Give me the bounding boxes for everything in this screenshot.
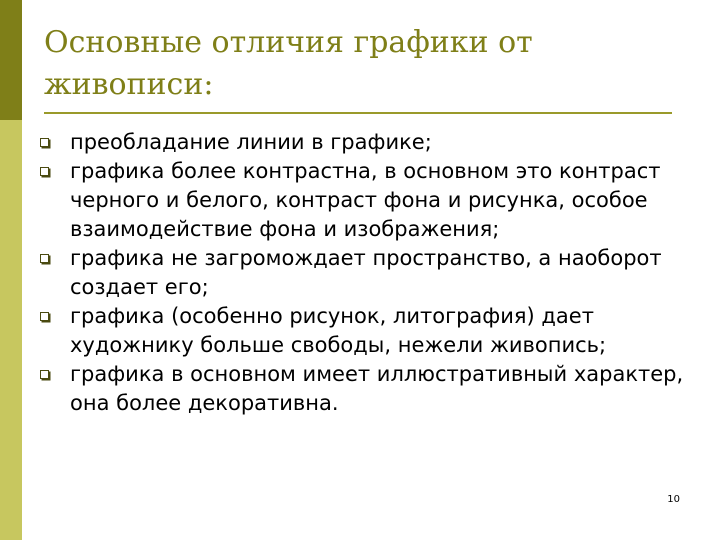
slide-title-line-2: живописи:: [44, 67, 214, 102]
bullet-item: [40, 360, 700, 418]
bullet-list: [40, 128, 700, 418]
side-accent-bar-bottom: [0, 120, 22, 540]
bullet-item: [40, 128, 700, 157]
title-underline: [44, 112, 672, 114]
square-bullet-icon: [40, 138, 49, 147]
slide-title: [44, 22, 684, 106]
bullet-item: [40, 302, 700, 360]
bullet-item: [40, 244, 700, 302]
bullet-text: графика (особенно рисунок, литография) дает художнику больше свободы, нежели живопись;: [70, 304, 607, 357]
square-bullet-icon: [40, 167, 49, 176]
slide-title-line-1: Основные отличия графики от: [44, 25, 533, 60]
bullet-text: преобладание линии в графике;: [70, 130, 432, 154]
bullet-text: графика в основном имеет иллюстративный характер, она более декоративна.: [70, 362, 684, 415]
square-bullet-icon: [40, 312, 49, 321]
side-accent-bar-top: [0, 0, 22, 120]
bullet-text: графика более контрастна, в основном это контраст черного и белого, контраст фона и рисунка, особое взаимодействие фона и изображения;: [70, 159, 661, 241]
page-number: 10: [667, 494, 680, 505]
bullet-item: [40, 157, 700, 244]
bullet-text: графика не загромождает пространство, а наоборот создает его;: [70, 246, 662, 299]
square-bullet-icon: [40, 370, 49, 379]
square-bullet-icon: [40, 254, 49, 263]
